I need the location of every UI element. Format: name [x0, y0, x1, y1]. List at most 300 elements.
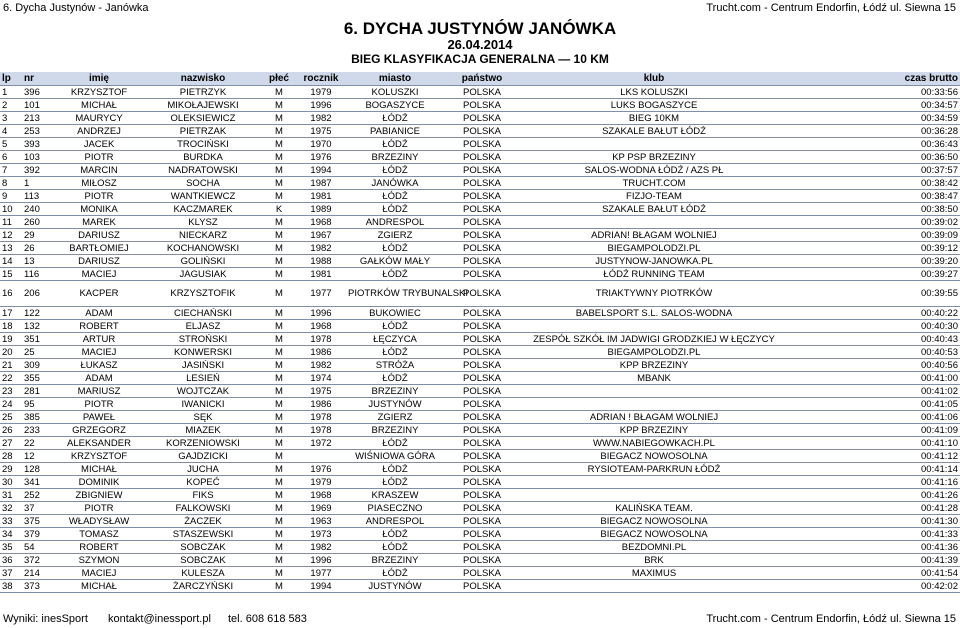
cell-sex: M: [262, 333, 296, 346]
cell-first-name: WŁADYSŁAW: [54, 515, 144, 528]
cell-country: POLSKA: [444, 333, 520, 346]
cell-city: ŁÓDŹ: [346, 268, 444, 281]
cell-bib: 116: [22, 268, 54, 281]
cell-city: WIŚNIOWA GÓRA: [346, 450, 444, 463]
cell-country: POLSKA: [444, 307, 520, 320]
cell-year: 1996: [296, 99, 346, 112]
cell-bib: 240: [22, 203, 54, 216]
cell-gross-time: 00:40:22: [788, 307, 960, 320]
col-header-country: państwo: [444, 72, 520, 86]
cell-last-name: KOCHANOWSKI: [144, 242, 262, 255]
cell-lp: 29: [0, 463, 22, 476]
table-row: [0, 242, 960, 255]
cell-city: PIOTRKÓW TRYBUNALSKI: [346, 281, 444, 307]
cell-sex: M: [262, 307, 296, 320]
cell-country: POLSKA: [444, 268, 520, 281]
cell-first-name: MAREK: [54, 216, 144, 229]
cell-last-name: KRZYSZTOFIK: [144, 281, 262, 307]
cell-gross-time: 00:39:55: [788, 281, 960, 307]
cell-gross-time: 00:38:47: [788, 190, 960, 203]
cell-gross-time: 00:41:05: [788, 398, 960, 411]
cell-sex: M: [262, 580, 296, 593]
cell-lp: 6: [0, 151, 22, 164]
cell-sex: M: [262, 398, 296, 411]
cell-last-name: TROCIŃSKI: [144, 138, 262, 151]
cell-first-name: MACIEJ: [54, 346, 144, 359]
page-title: 6. DYCHA JUSTYNÓW JANÓWKA: [343, 19, 617, 38]
cell-gross-time: 00:38:50: [788, 203, 960, 216]
cell-last-name: KULESZA: [144, 567, 262, 580]
cell-first-name: KRZYSZTOF: [54, 450, 144, 463]
cell-year: 1982: [296, 541, 346, 554]
cell-city: ŁÓDŹ: [346, 541, 444, 554]
cell-bib: 375: [22, 515, 54, 528]
cell-club: BIEGACZ NOWOSOLNA: [520, 515, 788, 528]
cell-sex: M: [262, 151, 296, 164]
cell-city: KOLUSZKI: [346, 86, 444, 99]
cell-sex: M: [262, 502, 296, 515]
cell-club: KPP BRZEZINY: [520, 424, 788, 437]
cell-sex: M: [262, 567, 296, 580]
cell-sex: M: [262, 515, 296, 528]
cell-last-name: JASIŃSKI: [144, 359, 262, 372]
cell-bib: 22: [22, 437, 54, 450]
cell-lp: 10: [0, 203, 22, 216]
cell-last-name: STASZEWSKI: [144, 528, 262, 541]
cell-first-name: DARIUSZ: [54, 255, 144, 268]
cell-club: FIZJO-TEAM: [520, 190, 788, 203]
table-row: [0, 177, 960, 190]
cell-last-name: LESIEŃ: [144, 372, 262, 385]
cell-lp: 19: [0, 333, 22, 346]
cell-year: 1973: [296, 528, 346, 541]
cell-city: STRÓŻA: [346, 359, 444, 372]
cell-year: 1977: [296, 567, 346, 580]
cell-bib: 128: [22, 463, 54, 476]
cell-bib: 37: [22, 502, 54, 515]
cell-first-name: JACEK: [54, 138, 144, 151]
table-row: [0, 320, 960, 333]
table-row: [0, 463, 960, 476]
cell-sex: M: [262, 216, 296, 229]
cell-lp: 16: [0, 281, 22, 307]
cell-sex: M: [262, 541, 296, 554]
cell-country: POLSKA: [444, 112, 520, 125]
cell-year: 1981: [296, 190, 346, 203]
table-row: [0, 359, 960, 372]
cell-first-name: ADAM: [54, 307, 144, 320]
cell-lp: 1: [0, 86, 22, 99]
cell-gross-time: 00:34:57: [788, 99, 960, 112]
cell-club: ADRIAN ! BŁAGAM WOLNIEJ: [520, 411, 788, 424]
cell-city: BRZEZINY: [346, 151, 444, 164]
cell-year: 1968: [296, 216, 346, 229]
cell-year: 1996: [296, 307, 346, 320]
cell-city: BRZEZINY: [346, 554, 444, 567]
cell-sex: M: [262, 489, 296, 502]
cell-bib: 101: [22, 99, 54, 112]
cell-last-name: CIECHAŃSKI: [144, 307, 262, 320]
cell-gross-time: 00:41:16: [788, 476, 960, 489]
cell-lp: 28: [0, 450, 22, 463]
cell-city: ŁÓDŹ: [346, 476, 444, 489]
cell-lp: 15: [0, 268, 22, 281]
col-header-first-name: imię: [54, 72, 144, 86]
cell-city: ŁÓDŹ: [346, 190, 444, 203]
cell-lp: 26: [0, 424, 22, 437]
cell-lp: 33: [0, 515, 22, 528]
cell-lp: 5: [0, 138, 22, 151]
cell-city: ŁÓDŹ: [346, 372, 444, 385]
cell-first-name: MACIEJ: [54, 268, 144, 281]
cell-country: POLSKA: [444, 372, 520, 385]
cell-year: 1982: [296, 242, 346, 255]
table-header-row: [0, 72, 960, 86]
cell-last-name: FIKS: [144, 489, 262, 502]
cell-year: 1987: [296, 177, 346, 190]
cell-last-name: JAGUSIAK: [144, 268, 262, 281]
cell-bib: 393: [22, 138, 54, 151]
cell-city: JUSTYNÓW: [346, 580, 444, 593]
footer-contact-email: kontakt@inessport.pl: [108, 613, 211, 625]
cell-bib: 26: [22, 242, 54, 255]
cell-lp: 12: [0, 229, 22, 242]
cell-lp: 8: [0, 177, 22, 190]
cell-year: 1996: [296, 554, 346, 567]
cell-gross-time: 00:36:28: [788, 125, 960, 138]
cell-year: 1978: [296, 333, 346, 346]
cell-last-name: MIAZEK: [144, 424, 262, 437]
cell-gross-time: 00:41:10: [788, 437, 960, 450]
cell-bib: 396: [22, 86, 54, 99]
cell-city: ŁÓDŹ: [346, 138, 444, 151]
cell-bib: 373: [22, 580, 54, 593]
cell-last-name: NADRATOWSKI: [144, 164, 262, 177]
cell-bib: 54: [22, 541, 54, 554]
cell-gross-time: 00:39:20: [788, 255, 960, 268]
cell-gross-time: 00:41:12: [788, 450, 960, 463]
cell-lp: 32: [0, 502, 22, 515]
cell-first-name: TOMASZ: [54, 528, 144, 541]
cell-club: SZAKALE BAŁUT ŁÓDŹ: [520, 125, 788, 138]
cell-lp: 7: [0, 164, 22, 177]
cell-first-name: MICHAŁ: [54, 580, 144, 593]
table-row: [0, 580, 960, 593]
cell-city: BRZEZINY: [346, 424, 444, 437]
cell-lp: 27: [0, 437, 22, 450]
table-row: [0, 385, 960, 398]
cell-sex: M: [262, 372, 296, 385]
cell-year: 1976: [296, 463, 346, 476]
cell-club: BIEGAMPOLODZI.PL: [520, 346, 788, 359]
cell-bib: 372: [22, 554, 54, 567]
cell-first-name: ŁUKASZ: [54, 359, 144, 372]
cell-first-name: ZBIGNIEW: [54, 489, 144, 502]
cell-gross-time: 00:41:39: [788, 554, 960, 567]
cell-city: ZGIERZ: [346, 229, 444, 242]
cell-year: 1975: [296, 385, 346, 398]
table-row: [0, 541, 960, 554]
cell-first-name: MARCIN: [54, 164, 144, 177]
cell-gross-time: 00:39:09: [788, 229, 960, 242]
cell-lp: 36: [0, 554, 22, 567]
cell-country: POLSKA: [444, 476, 520, 489]
cell-last-name: IWANICKI: [144, 398, 262, 411]
cell-lp: 38: [0, 580, 22, 593]
cell-gross-time: 00:39:27: [788, 268, 960, 281]
cell-last-name: NIECKARZ: [144, 229, 262, 242]
col-header-lp: lp: [0, 72, 22, 86]
cell-last-name: STROŃSKI: [144, 333, 262, 346]
cell-bib: 13: [22, 255, 54, 268]
cell-city: JANÓWKA: [346, 177, 444, 190]
col-header-gross-time: czas brutto: [788, 72, 960, 86]
cell-club: KALIŃSKA TEAM.: [520, 502, 788, 515]
cell-first-name: ARTUR: [54, 333, 144, 346]
cell-club: KP PSP BRZEZINY: [520, 151, 788, 164]
header-event-name: 6. Dycha Justynów - Janówka: [3, 2, 149, 14]
cell-club: BEZDOMNI.PL: [520, 541, 788, 554]
cell-club: BIEGAMPOLODZI.PL: [520, 242, 788, 255]
cell-city: ŁÓDŹ: [346, 112, 444, 125]
cell-city: BRZEZINY: [346, 385, 444, 398]
cell-last-name: ŻACZEK: [144, 515, 262, 528]
table-row: [0, 372, 960, 385]
cell-gross-time: 00:41:09: [788, 424, 960, 437]
cell-bib: 1: [22, 177, 54, 190]
table-row: [0, 229, 960, 242]
cell-sex: M: [262, 242, 296, 255]
cell-sex: M: [262, 463, 296, 476]
table-row: [0, 203, 960, 216]
cell-first-name: BARTŁOMIEJ: [54, 242, 144, 255]
cell-first-name: MIŁOSZ: [54, 177, 144, 190]
cell-bib: 260: [22, 216, 54, 229]
cell-sex: M: [262, 99, 296, 112]
cell-gross-time: 00:40:43: [788, 333, 960, 346]
cell-last-name: KACZMAREK: [144, 203, 262, 216]
cell-first-name: PIOTR: [54, 502, 144, 515]
cell-sex: M: [262, 359, 296, 372]
header-organizer: Trucht.com - Centrum Endorfin, Łódź ul. Siewna 15: [706, 2, 956, 14]
title-block: [0, 20, 960, 66]
cell-year: 1982: [296, 112, 346, 125]
table-row: [0, 502, 960, 515]
cell-gross-time: 00:38:42: [788, 177, 960, 190]
cell-bib: 351: [22, 333, 54, 346]
col-header-year: rocznik: [296, 72, 346, 86]
cell-year: 1979: [296, 476, 346, 489]
table-row: [0, 424, 960, 437]
cell-country: POLSKA: [444, 502, 520, 515]
cell-last-name: KONWERSKI: [144, 346, 262, 359]
cell-bib: 233: [22, 424, 54, 437]
cell-bib: 132: [22, 320, 54, 333]
cell-first-name: ROBERT: [54, 541, 144, 554]
table-row: [0, 554, 960, 567]
cell-lp: 14: [0, 255, 22, 268]
cell-city: JUSTYNÓW: [346, 398, 444, 411]
cell-bib: 103: [22, 151, 54, 164]
cell-sex: M: [262, 437, 296, 450]
cell-year: 1976: [296, 151, 346, 164]
cell-sex: M: [262, 177, 296, 190]
footer-organizer: Trucht.com - Centrum Endorfin, Łódź ul. Siewna 15: [706, 613, 956, 625]
cell-year: 1994: [296, 580, 346, 593]
cell-sex: M: [262, 86, 296, 99]
col-header-last-name: nazwisko: [144, 72, 262, 86]
cell-city: ŁÓDŹ: [346, 242, 444, 255]
cell-sex: M: [262, 268, 296, 281]
cell-gross-time: 00:41:14: [788, 463, 960, 476]
cell-country: POLSKA: [444, 229, 520, 242]
cell-gross-time: 00:36:43: [788, 138, 960, 151]
cell-city: ANDRESPOL: [346, 216, 444, 229]
cell-last-name: ŻARCZYŃSKI: [144, 580, 262, 593]
cell-country: POLSKA: [444, 554, 520, 567]
table-row: [0, 450, 960, 463]
cell-bib: 309: [22, 359, 54, 372]
cell-club: [520, 216, 788, 229]
cell-club: SALOS-WODNA ŁÓDŹ / AZS PŁ: [520, 164, 788, 177]
table-row: [0, 112, 960, 125]
event-date: 26.04.2014: [447, 37, 513, 52]
cell-city: BOGASZYCE: [346, 99, 444, 112]
cell-year: 1972: [296, 437, 346, 450]
cell-last-name: MIKOŁAJEWSKI: [144, 99, 262, 112]
table-row: [0, 346, 960, 359]
cell-first-name: PIOTR: [54, 190, 144, 203]
table-row: [0, 190, 960, 203]
cell-gross-time: 00:41:26: [788, 489, 960, 502]
cell-lp: 31: [0, 489, 22, 502]
table-row: [0, 411, 960, 424]
cell-sex: M: [262, 229, 296, 242]
cell-country: POLSKA: [444, 515, 520, 528]
cell-club: WWW.NABIEGOWKACH.PL: [520, 437, 788, 450]
cell-first-name: KRZYSZTOF: [54, 86, 144, 99]
cell-sex: M: [262, 138, 296, 151]
cell-first-name: MICHAŁ: [54, 99, 144, 112]
cell-sex: M: [262, 112, 296, 125]
cell-club: BIEGACZ NOWOSOLNA: [520, 528, 788, 541]
cell-first-name: MACIEJ: [54, 567, 144, 580]
cell-last-name: SĘK: [144, 411, 262, 424]
cell-gross-time: 00:33:56: [788, 86, 960, 99]
cell-country: POLSKA: [444, 320, 520, 333]
table-row: [0, 164, 960, 177]
cell-lp: 35: [0, 541, 22, 554]
cell-gross-time: 00:41:36: [788, 541, 960, 554]
cell-gross-time: 00:40:56: [788, 359, 960, 372]
table-row: [0, 398, 960, 411]
cell-city: ŁÓDŹ: [346, 164, 444, 177]
cell-bib: 379: [22, 528, 54, 541]
cell-first-name: MONIKA: [54, 203, 144, 216]
cell-first-name: DOMINIK: [54, 476, 144, 489]
cell-club: JUSTYNOW-JANOWKA.PL: [520, 255, 788, 268]
cell-club: ADRIAN! BŁAGAM WOLNIEJ: [520, 229, 788, 242]
cell-gross-time: 00:36:50: [788, 151, 960, 164]
cell-bib: 95: [22, 398, 54, 411]
cell-city: ŁÓDŹ: [346, 320, 444, 333]
cell-first-name: SZYMON: [54, 554, 144, 567]
cell-first-name: ROBERT: [54, 320, 144, 333]
cell-gross-time: 00:41:54: [788, 567, 960, 580]
table-row: [0, 307, 960, 320]
cell-city: ŁĘCZYCA: [346, 333, 444, 346]
cell-year: 1988: [296, 255, 346, 268]
cell-gross-time: 00:41:00: [788, 372, 960, 385]
cell-sex: M: [262, 424, 296, 437]
cell-country: POLSKA: [444, 385, 520, 398]
cell-year: 1975: [296, 125, 346, 138]
cell-year: 1970: [296, 138, 346, 151]
col-header-nr: nr: [22, 72, 54, 86]
cell-country: POLSKA: [444, 437, 520, 450]
cell-gross-time: 00:41:28: [788, 502, 960, 515]
footer-phone: tel. 608 618 583: [228, 613, 307, 625]
cell-country: POLSKA: [444, 424, 520, 437]
cell-country: POLSKA: [444, 203, 520, 216]
cell-sex: M: [262, 255, 296, 268]
cell-gross-time: 00:39:12: [788, 242, 960, 255]
cell-first-name: MAURYCY: [54, 112, 144, 125]
cell-gross-time: 00:42:02: [788, 580, 960, 593]
cell-lp: 34: [0, 528, 22, 541]
table-row: [0, 138, 960, 151]
cell-sex: M: [262, 320, 296, 333]
cell-gross-time: 00:41:30: [788, 515, 960, 528]
cell-club: TRUCHT.COM: [520, 177, 788, 190]
table-row: [0, 437, 960, 450]
cell-sex: M: [262, 411, 296, 424]
cell-last-name: SOBCZAK: [144, 554, 262, 567]
cell-club: ŁÓDŹ RUNNING TEAM: [520, 268, 788, 281]
cell-country: POLSKA: [444, 86, 520, 99]
cell-first-name: ALEKSANDER: [54, 437, 144, 450]
cell-country: POLSKA: [444, 125, 520, 138]
cell-lp: 24: [0, 398, 22, 411]
cell-year: 1979: [296, 86, 346, 99]
cell-year: 1968: [296, 489, 346, 502]
cell-club: ZESPÓŁ SZKÓŁ IM JADWIGI GRODZKIEJ W ŁĘCZYCY: [520, 333, 788, 346]
cell-year: 1967: [296, 229, 346, 242]
cell-country: POLSKA: [444, 450, 520, 463]
cell-first-name: PAWEŁ: [54, 411, 144, 424]
cell-gross-time: 00:37:57: [788, 164, 960, 177]
cell-bib: 253: [22, 125, 54, 138]
cell-club: KPP BRZEZINY: [520, 359, 788, 372]
cell-club: [520, 476, 788, 489]
cell-last-name: ELJASZ: [144, 320, 262, 333]
col-header-club: klub: [520, 72, 788, 86]
cell-first-name: MARIUSZ: [54, 385, 144, 398]
cell-last-name: WOJTCZAK: [144, 385, 262, 398]
cell-club: MAXIMUS: [520, 567, 788, 580]
cell-city: GAŁKÓW MAŁY: [346, 255, 444, 268]
cell-last-name: SOCHA: [144, 177, 262, 190]
cell-sex: M: [262, 346, 296, 359]
cell-last-name: KORZENIOWSKI: [144, 437, 262, 450]
cell-last-name: KOPEĆ: [144, 476, 262, 489]
cell-club: TRIAKTYWNY PIOTRKÓW: [520, 281, 788, 307]
cell-sex: K: [262, 203, 296, 216]
cell-sex: M: [262, 281, 296, 307]
cell-gross-time: 00:40:53: [788, 346, 960, 359]
cell-bib: 122: [22, 307, 54, 320]
cell-last-name: GAJDZICKI: [144, 450, 262, 463]
